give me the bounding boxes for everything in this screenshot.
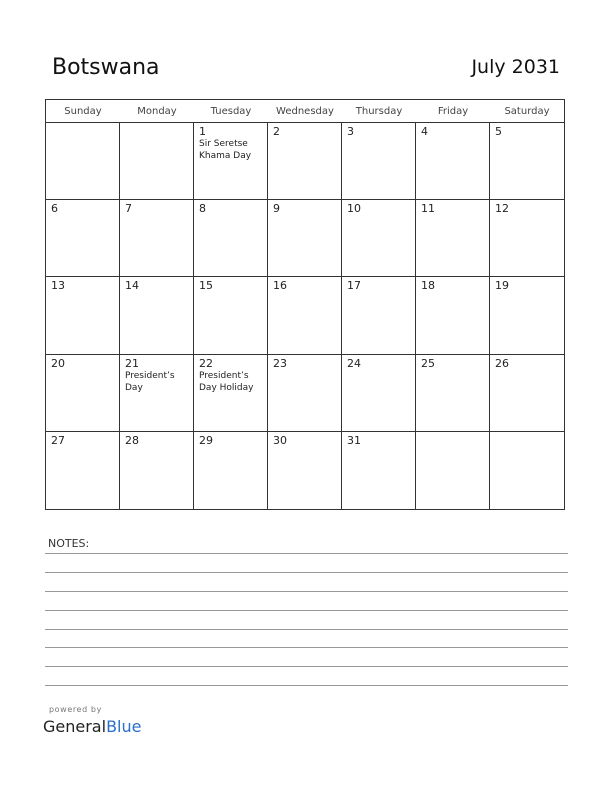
- day-cell: [342, 355, 416, 432]
- day-number: 4: [421, 125, 428, 138]
- holiday-label: President’s Day Holiday: [199, 370, 254, 393]
- day-number: 13: [51, 279, 65, 293]
- day-cell: [120, 432, 194, 509]
- day-cell: [46, 123, 120, 200]
- day-cell: [490, 432, 564, 509]
- day-number: 29: [199, 433, 213, 447]
- day-number: 3: [347, 125, 354, 138]
- day-number: 17: [347, 279, 361, 293]
- day-number: 11: [421, 202, 435, 216]
- day-number: 24: [347, 356, 361, 370]
- day-number: 23: [273, 356, 287, 370]
- day-cell: [46, 432, 120, 509]
- weekday-header: Saturday: [490, 100, 564, 123]
- notes-label: NOTES:: [48, 537, 90, 550]
- day-number: 19: [495, 279, 509, 293]
- day-number: 25: [421, 356, 435, 370]
- note-line: [45, 629, 568, 630]
- day-number: 18: [421, 279, 435, 293]
- day-number: 12: [495, 202, 509, 216]
- day-cell: [416, 200, 490, 277]
- note-line: [45, 553, 568, 554]
- weekday-header: Monday: [120, 100, 194, 123]
- day-cell: [268, 355, 342, 432]
- day-cell: [194, 123, 268, 200]
- day-cell: [490, 123, 564, 200]
- weekday-header: Friday: [416, 100, 490, 123]
- day-cell: [490, 200, 564, 277]
- day-number: 21: [125, 356, 139, 370]
- brand-general-text: General: [43, 717, 107, 736]
- note-line: [45, 666, 568, 667]
- day-number: 28: [125, 433, 139, 447]
- day-cell: [490, 277, 564, 354]
- note-line: [45, 572, 568, 573]
- day-cell: [490, 355, 564, 432]
- day-number: 8: [199, 202, 206, 216]
- powered-by-text: powered by: [49, 705, 102, 714]
- day-cell: [342, 432, 416, 509]
- day-number: 31: [347, 433, 361, 447]
- day-cell: [120, 200, 194, 277]
- day-cell: [120, 123, 194, 200]
- day-cell: [268, 277, 342, 354]
- day-number: 16: [273, 279, 287, 293]
- day-cell: [194, 355, 268, 432]
- day-cell: [416, 123, 490, 200]
- day-cell: [416, 432, 490, 509]
- weekday-header: Wednesday: [268, 100, 342, 123]
- day-cell: [342, 200, 416, 277]
- weekday-header: Sunday: [46, 100, 120, 123]
- day-cell: [268, 123, 342, 200]
- day-number: 26: [495, 356, 509, 370]
- day-cell: [46, 277, 120, 354]
- day-number: 5: [495, 125, 502, 138]
- day-cell: [342, 277, 416, 354]
- brand-blue-text: Blue: [106, 717, 142, 736]
- day-cell: [268, 432, 342, 509]
- holiday-label: Sir Seretse Khama Day: [199, 139, 252, 161]
- day-number: 20: [51, 356, 65, 370]
- day-cell: [416, 355, 490, 432]
- day-cell: [268, 200, 342, 277]
- day-number: 2: [273, 125, 280, 138]
- day-number: 7: [125, 202, 132, 216]
- day-cell: [194, 432, 268, 509]
- calendar-grid: [45, 99, 565, 510]
- note-line: [45, 610, 568, 611]
- day-cell: [46, 355, 120, 432]
- day-cell: [194, 277, 268, 354]
- note-line: [45, 591, 568, 592]
- weekday-header: Thursday: [342, 100, 416, 123]
- month-year-title: July 2031: [471, 56, 560, 78]
- holiday-label: President’s Day: [125, 370, 175, 393]
- day-cell: [416, 277, 490, 354]
- country-title: Botswana: [52, 55, 160, 80]
- day-number: 27: [51, 433, 65, 447]
- day-number: 15: [199, 279, 213, 293]
- generalblue-logo: [43, 717, 141, 736]
- day-number: 14: [125, 279, 139, 293]
- note-line: [45, 685, 568, 686]
- note-line: [45, 647, 568, 648]
- day-number: 6: [51, 202, 58, 216]
- day-cell: [120, 355, 194, 432]
- day-cell: [46, 200, 120, 277]
- weekday-header: Tuesday: [194, 100, 268, 123]
- day-number: 22: [199, 356, 213, 370]
- day-cell: [194, 200, 268, 277]
- day-number: 1: [199, 125, 206, 138]
- day-cell: [342, 123, 416, 200]
- day-number: 10: [347, 202, 361, 216]
- day-number: 9: [273, 202, 280, 216]
- day-number: 30: [273, 433, 287, 447]
- day-cell: [120, 277, 194, 354]
